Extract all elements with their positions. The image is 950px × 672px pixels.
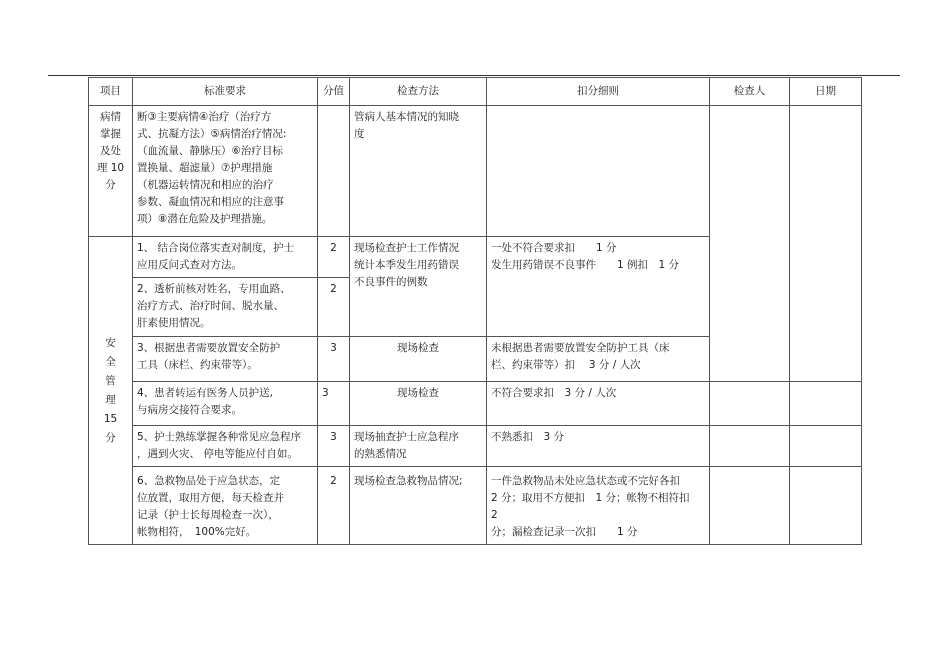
- section2-item: 安 全 管 理 15 分: [89, 237, 133, 545]
- method-3: 现场检查: [350, 337, 487, 382]
- deduction-6: 一件急救物品未处应急状态或不完好各扣 2 分；取用不方便扣 1 分；帐物不相符扣 2 分；漏检查记录一次扣 1 分: [487, 467, 710, 545]
- header-item: 项目: [89, 78, 133, 106]
- standard-2: 2、透析前核对姓名，专用血路、 治疗方式、治疗时间、脱水量、 肝素使用情况。: [133, 278, 318, 337]
- score-4: 3: [318, 382, 350, 426]
- section2-row-5: [89, 426, 862, 467]
- date-cell-1: [790, 106, 862, 382]
- method-6: 现场检查急救物品情况;: [350, 467, 487, 545]
- deduction-1-2: 一处不符合要求扣 1 分 发生用药错误不良事件 1 例扣 1 分: [487, 237, 710, 337]
- section2-row-4: [89, 382, 862, 426]
- section1-method: 管病人基本情况的知晓 度: [350, 106, 487, 237]
- header-score: 分值: [318, 78, 350, 106]
- top-rule: [48, 75, 900, 76]
- section1-standard: 断③主要病情④治疗（治疗方 式、抗凝方法）⑤病情治疗情况: （血流量、静脉压）⑥治疗目标 置换量、超滤量）⑦护理措施 （机器运转情况和相应的治疗 参数、凝血情况和相应的注意事 项）⑧潜在危险及护理措施。: [133, 106, 318, 237]
- score-3: 3: [318, 337, 350, 382]
- deduction-3: 未根据患者需要放置安全防护工具（床 栏、约束带等）扣 3 分 / 人次: [487, 337, 710, 382]
- header-deduction: 扣分细则: [487, 78, 710, 106]
- score-6: 2: [318, 467, 350, 545]
- standard-6: 6、急救物品处于应急状态，定 位放置，取用方便，每天检查并 记录（护士长每周检查一次）， 帐物相符， 100%完好。: [133, 467, 318, 545]
- header-inspector: 检查人: [710, 78, 790, 106]
- deduction-5: 不熟悉扣 3 分: [487, 426, 710, 467]
- inspector-cell-4: [710, 467, 790, 545]
- standard-3: 3、根据患者需要放置安全防护 工具（床栏、约束带等）。: [133, 337, 318, 382]
- score-1: 2: [318, 237, 350, 278]
- date-cell-3: [790, 426, 862, 467]
- header-date: 日期: [790, 78, 862, 106]
- method-4: 现场检查: [350, 382, 487, 426]
- inspector-cell-3: [710, 426, 790, 467]
- score-5: 3: [318, 426, 350, 467]
- section1-score: [318, 106, 350, 237]
- inspection-table: [88, 77, 862, 545]
- inspector-cell-1: [710, 106, 790, 382]
- standard-5: 5、护士熟练掌握各种常见应急程序 ，遇到火灾、 停电等能应付自如。: [133, 426, 318, 467]
- inspector-cell-2: [710, 382, 790, 426]
- header-standard: 标准要求: [133, 78, 318, 106]
- header-row: [89, 78, 862, 106]
- score-2: 2: [318, 278, 350, 337]
- deduction-4: 不符合要求扣 3 分 / 人次: [487, 382, 710, 426]
- section2-row-6: [89, 467, 862, 545]
- section1-deduction: [487, 106, 710, 237]
- method-5: 现场抽查护士应急程序 的熟悉情况: [350, 426, 487, 467]
- standard-4: 4、患者转运有医务人员护送, 与病房交接符合要求。: [133, 382, 318, 426]
- standard-1: 1、 结合岗位落实查对制度，护士 应用反问式查对方法。: [133, 237, 318, 278]
- method-1-2: 现场检查护士工作情况 统计本季发生用药错误 不良事件的例数: [350, 237, 487, 337]
- date-cell-4: [790, 467, 862, 545]
- header-method: 检查方法: [350, 78, 487, 106]
- section1-item: 病情 掌握 及处 理 10 分: [89, 106, 133, 237]
- section1-row: [89, 106, 862, 237]
- date-cell-2: [790, 382, 862, 426]
